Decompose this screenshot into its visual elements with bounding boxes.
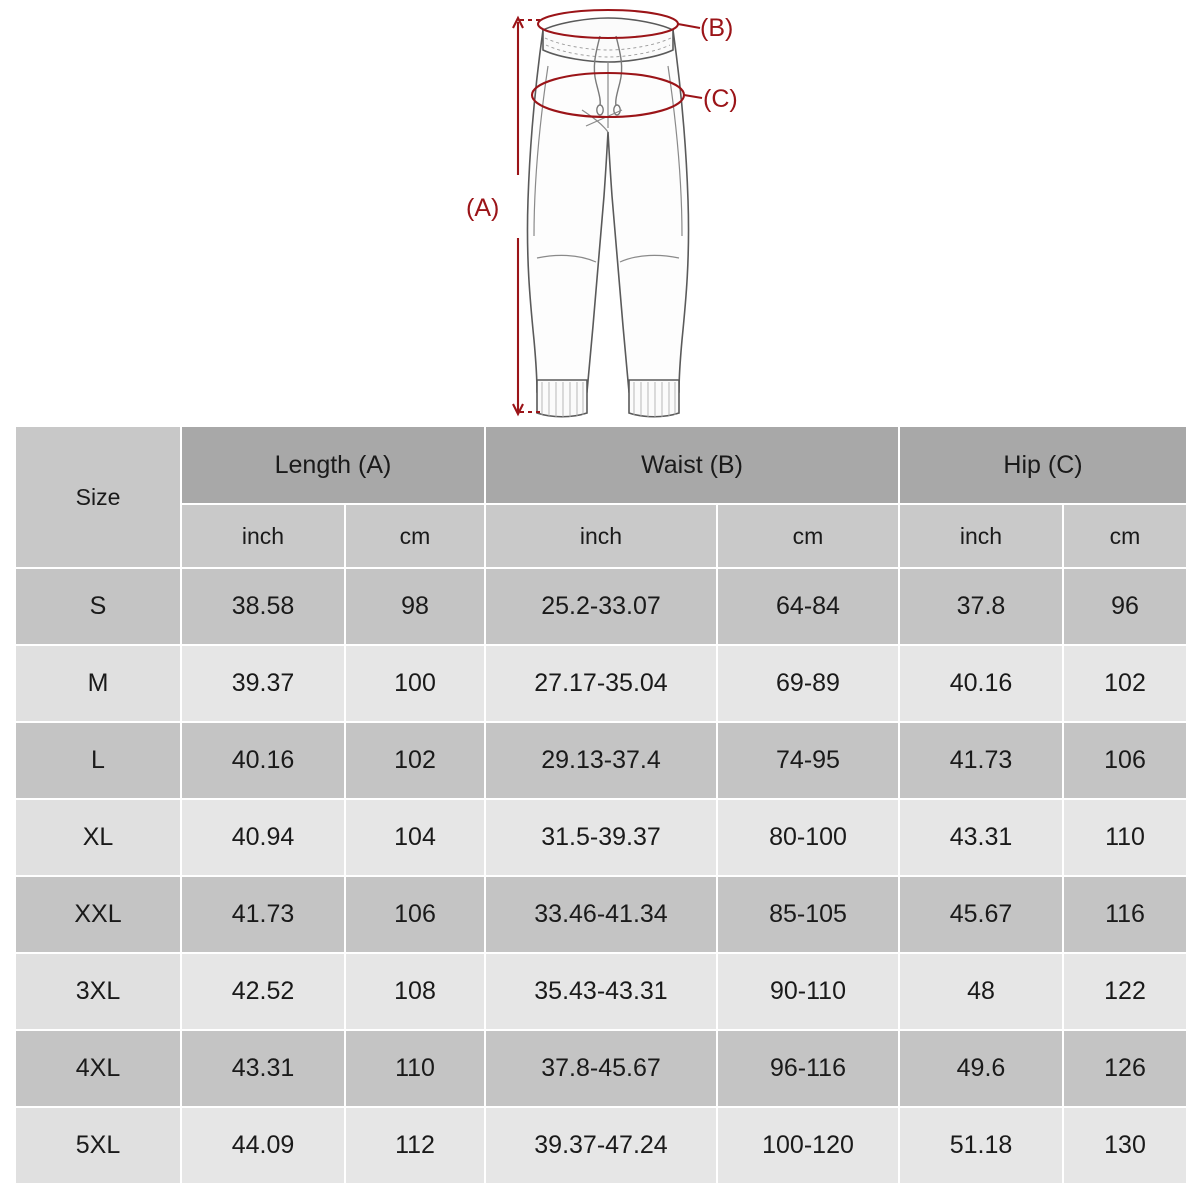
row-length-cm: 102 xyxy=(345,722,485,799)
label-a: (A) xyxy=(466,194,500,222)
row-length-inch: 40.16 xyxy=(181,722,345,799)
table-row xyxy=(15,645,1187,722)
row-length-cm: 98 xyxy=(345,568,485,645)
header-waist: Waist (B) xyxy=(485,426,899,504)
table-row xyxy=(15,876,1187,953)
row-hip-cm: 130 xyxy=(1063,1107,1187,1184)
table-row xyxy=(15,568,1187,645)
row-waist-inch: 29.13-37.4 xyxy=(485,722,717,799)
row-waist-cm: 100-120 xyxy=(717,1107,899,1184)
header-hip: Hip (C) xyxy=(899,426,1187,504)
row-size: XXL xyxy=(15,876,181,953)
row-length-inch: 42.52 xyxy=(181,953,345,1030)
row-hip-cm: 122 xyxy=(1063,953,1187,1030)
row-length-cm: 104 xyxy=(345,799,485,876)
header-length-cm: cm xyxy=(345,504,485,568)
waistband xyxy=(543,18,673,62)
label-c: (C) xyxy=(703,85,738,113)
row-length-cm: 100 xyxy=(345,645,485,722)
table-row xyxy=(15,1107,1187,1184)
header-size: Size xyxy=(15,426,181,568)
header-hip-cm: cm xyxy=(1063,504,1187,568)
row-waist-cm: 90-110 xyxy=(717,953,899,1030)
row-length-inch: 39.37 xyxy=(181,645,345,722)
row-waist-cm: 74-95 xyxy=(717,722,899,799)
table-header-units xyxy=(15,504,1187,568)
row-hip-inch: 40.16 xyxy=(899,645,1063,722)
leg-cuffs xyxy=(537,380,679,417)
header-length-inch: inch xyxy=(181,504,345,568)
label-b: (B) xyxy=(700,14,734,42)
row-size: XL xyxy=(15,799,181,876)
row-waist-inch: 35.43-43.31 xyxy=(485,953,717,1030)
table-row xyxy=(15,722,1187,799)
row-waist-inch: 37.8-45.67 xyxy=(485,1030,717,1107)
row-size: 5XL xyxy=(15,1107,181,1184)
header-hip-inch: inch xyxy=(899,504,1063,568)
row-hip-inch: 43.31 xyxy=(899,799,1063,876)
row-length-inch: 38.58 xyxy=(181,568,345,645)
row-hip-cm: 96 xyxy=(1063,568,1187,645)
row-waist-cm: 85-105 xyxy=(717,876,899,953)
row-length-inch: 41.73 xyxy=(181,876,345,953)
table-row xyxy=(15,1030,1187,1107)
row-size: L xyxy=(15,722,181,799)
row-hip-inch: 45.67 xyxy=(899,876,1063,953)
size-chart-table xyxy=(14,425,1188,1185)
row-hip-cm: 126 xyxy=(1063,1030,1187,1107)
header-waist-inch: inch xyxy=(485,504,717,568)
row-hip-cm: 110 xyxy=(1063,799,1187,876)
row-hip-inch: 49.6 xyxy=(899,1030,1063,1107)
table-row xyxy=(15,953,1187,1030)
row-length-cm: 112 xyxy=(345,1107,485,1184)
row-length-cm: 108 xyxy=(345,953,485,1030)
row-hip-cm: 116 xyxy=(1063,876,1187,953)
row-hip-inch: 41.73 xyxy=(899,722,1063,799)
row-length-inch: 40.94 xyxy=(181,799,345,876)
row-size: M xyxy=(15,645,181,722)
row-hip-cm: 102 xyxy=(1063,645,1187,722)
row-waist-inch: 27.17-35.04 xyxy=(485,645,717,722)
row-size: 4XL xyxy=(15,1030,181,1107)
row-waist-cm: 69-89 xyxy=(717,645,899,722)
row-length-inch: 44.09 xyxy=(181,1107,345,1184)
row-hip-inch: 51.18 xyxy=(899,1107,1063,1184)
row-waist-inch: 33.46-41.34 xyxy=(485,876,717,953)
row-waist-cm: 96-116 xyxy=(717,1030,899,1107)
row-length-inch: 43.31 xyxy=(181,1030,345,1107)
row-length-cm: 106 xyxy=(345,876,485,953)
header-waist-cm: cm xyxy=(717,504,899,568)
row-waist-cm: 80-100 xyxy=(717,799,899,876)
row-waist-inch: 31.5-39.37 xyxy=(485,799,717,876)
row-hip-inch: 48 xyxy=(899,953,1063,1030)
header-length: Length (A) xyxy=(181,426,485,504)
table-row xyxy=(15,799,1187,876)
row-size: S xyxy=(15,568,181,645)
garment-diagram xyxy=(0,0,1200,425)
row-waist-cm: 64-84 xyxy=(717,568,899,645)
row-hip-inch: 37.8 xyxy=(899,568,1063,645)
table-header-groups xyxy=(15,426,1187,504)
row-waist-inch: 25.2-33.07 xyxy=(485,568,717,645)
row-waist-inch: 39.37-47.24 xyxy=(485,1107,717,1184)
row-length-cm: 110 xyxy=(345,1030,485,1107)
row-size: 3XL xyxy=(15,953,181,1030)
row-hip-cm: 106 xyxy=(1063,722,1187,799)
